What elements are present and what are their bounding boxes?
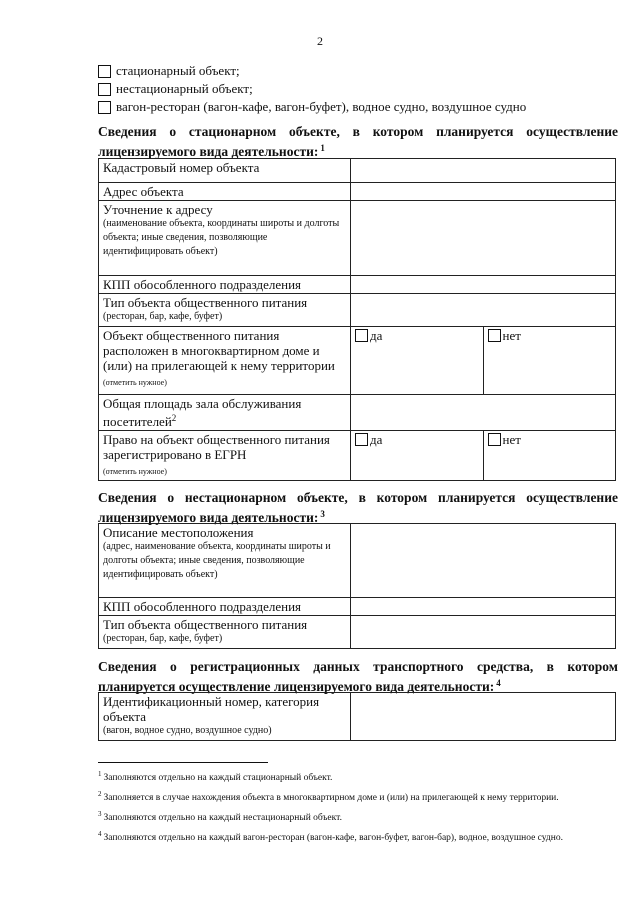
object-type-label: нестационарный объект; [116, 81, 253, 96]
address-clarification-note: (наименование объекта, координаты широты и долготы объекта; иные сведения, позволяющие идентифицировать объект) [103, 218, 340, 257]
stationary-object-table [98, 158, 616, 481]
catering-type-note: (ресторан, бар, кафе, буфет) [103, 633, 223, 644]
catering-type-field[interactable] [351, 294, 616, 327]
object-type-label: вагон-ресторан (вагон-кафе, вагон-буфет), водное судно, воздушное судно [116, 99, 527, 114]
footnote-ref: 4 [496, 678, 501, 688]
object-type-label: стационарный объект; [116, 63, 240, 78]
nonstationary-object-table [98, 523, 616, 649]
catering-type-field[interactable] [351, 616, 616, 649]
footnote-ref: 3 [320, 509, 325, 519]
footnote-text: Заполняются отдельно на каждый нестационарный объект. [103, 813, 342, 823]
egrn-right-yes[interactable] [351, 431, 484, 481]
vehicle-id-note: (вагон, водное судно, воздушное судно) [103, 725, 272, 736]
footnotes [98, 768, 618, 848]
no-label: нет [502, 328, 521, 343]
checkbox-yes[interactable] [355, 433, 368, 446]
footnote-divider [98, 762, 268, 763]
footnote-number: 2 [98, 790, 102, 798]
object-type-checklist [98, 63, 526, 117]
yes-label: да [370, 328, 383, 343]
kpp-field[interactable] [351, 276, 616, 294]
object-type-option-transport[interactable] [98, 99, 526, 115]
kpp-label: КПП обособленного подразделения [99, 276, 351, 294]
address-field[interactable] [351, 183, 616, 201]
footnote-ref: 2 [171, 413, 177, 423]
no-label: нет [502, 432, 521, 447]
transport-table [98, 692, 616, 741]
hall-area-label [99, 395, 351, 431]
cadastral-field[interactable] [351, 159, 616, 183]
checkbox-stationary[interactable] [98, 65, 111, 78]
hall-area-title: Общая площадь зала обслуживания посетителей [103, 396, 302, 429]
footnote-number: 4 [98, 830, 102, 838]
address-clarification-field[interactable] [351, 201, 616, 276]
checkbox-no[interactable] [488, 433, 501, 446]
checkbox-transport[interactable] [98, 101, 111, 114]
footnote-1 [98, 768, 618, 785]
catering-type-title: Тип объекта общественного питания [103, 295, 308, 310]
kpp-label: КПП обособленного подразделения [99, 598, 351, 616]
location-description-field[interactable] [351, 524, 616, 598]
footnote-3 [98, 808, 618, 825]
footnote-4 [98, 828, 618, 845]
checkbox-nonstationary[interactable] [98, 83, 111, 96]
vehicle-id-title: Идентификационный номер, категория объекта [103, 694, 320, 724]
catering-type-label [99, 616, 351, 649]
footnote-text: Заполняется в случае нахождения объекта в многоквартирном доме и (или) на прилегающей к нему территории. [103, 793, 559, 803]
catering-type-title: Тип объекта общественного питания [103, 617, 308, 632]
section-title-text: Сведения о нестационарном объекте, в котором планируется осуществление лицензируемого вида деятельности: [98, 490, 618, 525]
egrn-right-label [99, 431, 351, 481]
apartment-building-no[interactable] [483, 327, 616, 395]
section-title-nonstationary [98, 490, 618, 526]
checkbox-yes[interactable] [355, 329, 368, 342]
egrn-right-title: Право на объект общественного питания зарегистрировано в ЕГРН [103, 432, 330, 462]
footnote-text: Заполняются отдельно на каждый стационарный объект. [103, 773, 333, 783]
address-label: Адрес объекта [99, 183, 351, 201]
apartment-building-yes[interactable] [351, 327, 484, 395]
address-clarification-label [99, 201, 351, 276]
section-title-stationary [98, 124, 618, 160]
kpp-field[interactable] [351, 598, 616, 616]
section-title-text: Сведения о регистрационных данных транспортного средства, в котором планируется осуществление лицензируемого вида деятельности: [98, 659, 618, 694]
vehicle-id-label [99, 693, 351, 741]
address-clarification-title: Уточнение к адресу [103, 202, 213, 217]
object-type-option-stationary[interactable] [98, 63, 526, 79]
vehicle-id-field[interactable] [351, 693, 616, 741]
hall-area-field[interactable] [351, 395, 616, 431]
page-number: 2 [317, 34, 323, 48]
cadastral-label: Кадастровый номер объекта [99, 159, 351, 183]
location-description-note: (адрес, наименование объекта, координаты широты и долготы объекта; иные сведения, позволяющие идентифицировать объект) [103, 541, 331, 580]
footnote-number: 1 [98, 770, 102, 778]
section-title-transport [98, 659, 618, 695]
apartment-building-note: (отметить нужное) [103, 378, 167, 387]
egrn-right-no[interactable] [483, 431, 616, 481]
location-description-title: Описание местоположения [103, 525, 254, 540]
footnote-number: 3 [98, 810, 102, 818]
object-type-option-nonstationary[interactable] [98, 81, 526, 97]
yes-label: да [370, 432, 383, 447]
egrn-right-note: (отметить нужное) [103, 467, 167, 476]
checkbox-no[interactable] [488, 329, 501, 342]
footnote-2 [98, 788, 618, 805]
catering-type-note: (ресторан, бар, кафе, буфет) [103, 311, 223, 322]
location-description-label [99, 524, 351, 598]
catering-type-label [99, 294, 351, 327]
footnote-text: Заполняются отдельно на каждый вагон-ресторан (вагон-кафе, вагон-буфет, вагон-бар), водное, воздушное судно. [103, 833, 563, 843]
apartment-building-title: Объект общественного питания расположен в многоквартирном доме и (или) на прилегающей к нему территории [103, 328, 335, 373]
footnote-ref: 1 [320, 143, 325, 153]
section-title-text: Сведения о стационарном объекте, в котором планируется осуществление лицензируемого вида деятельности: [98, 124, 618, 159]
apartment-building-label [99, 327, 351, 395]
